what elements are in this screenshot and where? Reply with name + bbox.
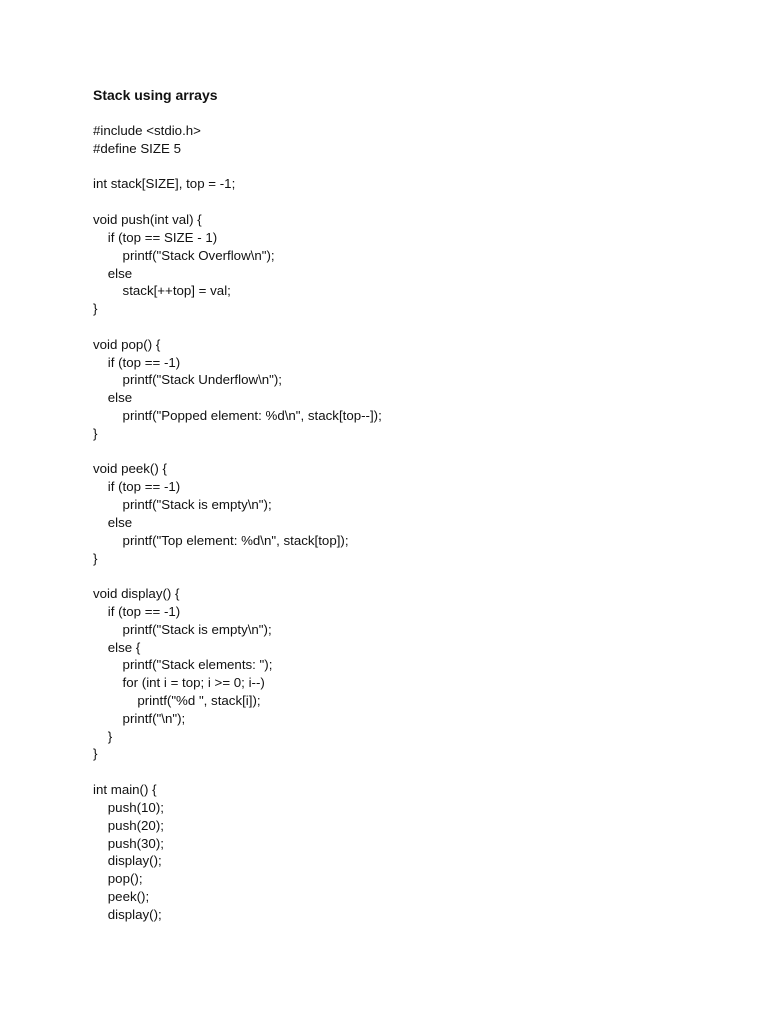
code-line: } <box>93 301 98 317</box>
code-line: printf("\n"); <box>93 710 186 726</box>
code-listing <box>93 122 713 924</box>
code-line: pop(); <box>93 871 143 887</box>
code-line: else <box>93 514 133 530</box>
code-line: push(30); <box>93 835 164 851</box>
code-line: void push(int val) { <box>93 212 202 228</box>
code-line: } <box>93 728 113 744</box>
code-line: push(20); <box>93 817 164 833</box>
code-line: #define SIZE 5 <box>93 140 181 156</box>
code-line <box>93 318 713 336</box>
code-line: if (top == -1) <box>93 479 181 495</box>
code-line: display(); <box>93 906 162 922</box>
code-line: printf("Stack is empty\n"); <box>93 621 272 637</box>
code-line <box>93 158 713 176</box>
code-line: else { <box>93 639 141 655</box>
code-line: int stack[SIZE], top = -1; <box>93 176 236 192</box>
code-line: void pop() { <box>93 336 161 352</box>
code-line: int main() { <box>93 782 157 798</box>
code-line: printf("Stack Underflow\n"); <box>93 372 283 388</box>
code-line: #include <stdio.h> <box>93 123 201 138</box>
code-line: if (top == SIZE - 1) <box>93 229 218 245</box>
code-line: } <box>93 746 98 762</box>
code-line: if (top == -1) <box>93 603 181 619</box>
code-line: printf("Popped element: %d\n", stack[top--]); <box>93 408 382 423</box>
code-line: if (top == -1) <box>93 354 181 370</box>
code-line: else <box>93 390 133 406</box>
code-line: printf("Stack Overflow\n"); <box>93 247 275 263</box>
document-title: Stack using arrays <box>93 87 218 103</box>
code-line: push(10); <box>93 799 164 815</box>
code-line: void peek() { <box>93 461 167 477</box>
code-line <box>93 443 713 461</box>
code-line: peek(); <box>93 888 150 904</box>
code-line: printf("%d ", stack[i]); <box>93 693 261 708</box>
document-body <box>93 86 713 924</box>
code-line: stack[++top] = val; <box>93 283 231 299</box>
code-line: else <box>93 265 133 281</box>
code-line: printf("Stack elements: "); <box>93 657 273 673</box>
code-line: } <box>93 425 98 441</box>
code-line <box>93 763 713 781</box>
code-line <box>93 193 713 211</box>
code-line: void display() { <box>93 586 180 602</box>
code-line: for (int i = top; i >= 0; i--) <box>93 675 265 691</box>
code-line: display(); <box>93 853 162 869</box>
code-line: printf("Top element: %d\n", stack[top]); <box>93 532 349 548</box>
code-line: printf("Stack is empty\n"); <box>93 497 272 513</box>
code-line: } <box>93 550 98 566</box>
code-line <box>93 567 713 585</box>
